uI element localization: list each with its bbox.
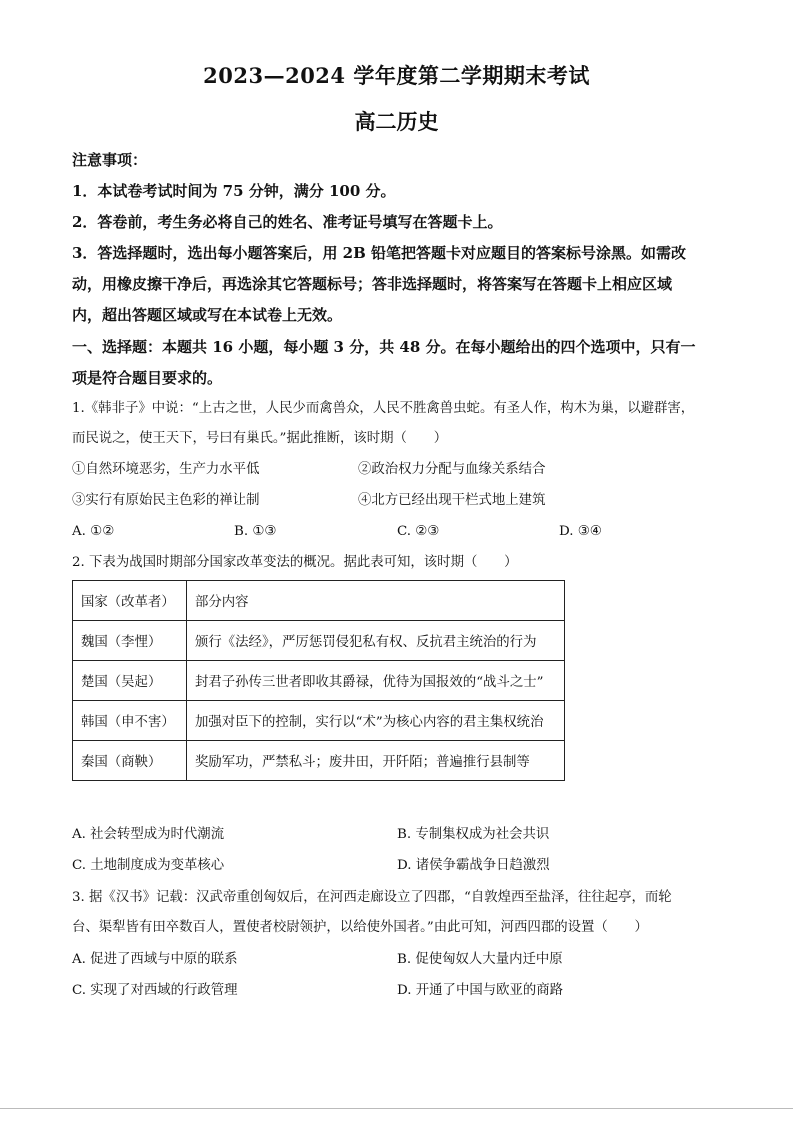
table-cell-country: 楚国（吴起） [73, 661, 187, 701]
table-row [73, 621, 565, 661]
q1-statement-3: ③实行有原始民主色彩的禅让制 [72, 493, 260, 508]
q3-stem-line-2: 台、渠犁皆有田卒数百人，置使者校尉领护，以给使外国者。”由此可知，河西四郡的设置（ ） [72, 920, 648, 935]
table-cell-country: 韩国（申不害） [73, 701, 187, 741]
q2-option-b[interactable]: B. 专制集权成为社会共识 [397, 827, 550, 842]
notice-item-3-line-1: 3．答选择题时，选出每小题答案后，用 2B 铅笔把答题卡对应题目的答案标号涂黑。如需改 [72, 244, 687, 262]
table-header-country: 国家（改革者） [73, 581, 187, 621]
section-1-instruction-line-1: 一、选择题：本题共 16 小题，每小题 3 分，共 48 分。在每小题给出的四个选项中，只有一 [72, 338, 696, 356]
q3-option-b[interactable]: B. 促使匈奴人大量内迁中原 [397, 952, 563, 967]
q1-statement-2: ②政治权力分配与血缘关系结合 [358, 462, 546, 477]
table-header-row [73, 581, 565, 621]
q1-statement-4: ④北方已经出现干栏式地上建筑 [358, 493, 546, 508]
q3-option-c[interactable]: C. 实现了对西域的行政管理 [72, 983, 238, 998]
q3-option-d[interactable]: D. 开通了中国与欧亚的商路 [397, 983, 564, 998]
exam-subject: 高二历史 [354, 109, 439, 134]
table-cell-content: 加强对臣下的控制，实行以“术”为核心内容的君主集权统治 [187, 701, 565, 741]
q1-option-d[interactable]: D. ③④ [559, 524, 602, 539]
q2-option-c[interactable]: C. 土地制度成为变革核心 [72, 858, 225, 873]
notice-item-3-line-2: 动，用橡皮擦干净后，再选涂其它答题标号；答非选择题时，将答案写在答题卡上相应区域 [72, 275, 673, 293]
table-cell-content: 封君子孙传三世者即收其爵禄，优待为国报效的“战斗之士” [187, 661, 565, 701]
q2-option-a[interactable]: A. 社会转型成为时代潮流 [72, 827, 225, 842]
q1-stem-line-2: 而民说之，使王天下，号曰有巢氏。”据此推断，该时期（ ） [72, 431, 448, 446]
q2-stem: 2. 下表为战国时期部分国家改革变法的概况。据此表可知，该时期（ ） [72, 555, 518, 570]
notice-item-2: 2．答卷前，考生务必将自己的姓名、准考证号填写在答题卡上。 [72, 213, 503, 231]
reform-table [72, 580, 565, 781]
table-cell-content: 奖励军功，严禁私斗；废井田，开阡陌；普遍推行县制等 [187, 741, 565, 781]
q1-statement-1: ①自然环境恶劣，生产力水平低 [72, 462, 260, 477]
table-cell-country: 魏国（李悝） [73, 621, 187, 661]
q1-option-a[interactable]: A. ①② [72, 524, 115, 539]
q1-stem-line-1: 1.《韩非子》中说：“上古之世，人民少而禽兽众，人民不胜禽兽虫蛇。有圣人作，构木为巢，以避群害， [72, 401, 695, 416]
table-row [73, 661, 565, 701]
table-cell-content: 颁行《法经》，严厉惩罚侵犯私有权、反抗君主统治的行为 [187, 621, 565, 661]
table-header-content: 部分内容 [187, 581, 565, 621]
table-row [73, 701, 565, 741]
q1-option-c[interactable]: C. ②③ [397, 524, 440, 539]
table-cell-country: 秦国（商鞅） [73, 741, 187, 781]
notice-item-1: 1．本试卷考试时间为 75 分钟，满分 100 分。 [72, 182, 396, 200]
notice-item-3-line-3: 内，超出答题区域或写在本试卷上无效。 [72, 306, 343, 324]
table-row [73, 741, 565, 781]
q3-option-a[interactable]: A. 促进了西域与中原的联系 [72, 952, 238, 967]
q2-option-d[interactable]: D. 诸侯争霸战争日趋激烈 [397, 858, 550, 873]
notice-heading: 注意事项： [72, 151, 148, 169]
section-1-instruction-line-2: 项是符合题目要求的。 [72, 369, 223, 387]
page-bottom-divider [0, 1108, 793, 1109]
q3-stem-line-1: 3. 据《汉书》记载：汉武帝重创匈奴后，在河西走廊设立了四郡，“自敦煌西至盐泽，往往起亭，而轮 [72, 890, 672, 905]
q1-option-b[interactable]: B. ①③ [234, 524, 277, 539]
exam-title: 2023—2024 学年度第二学期期末考试 [203, 63, 590, 88]
